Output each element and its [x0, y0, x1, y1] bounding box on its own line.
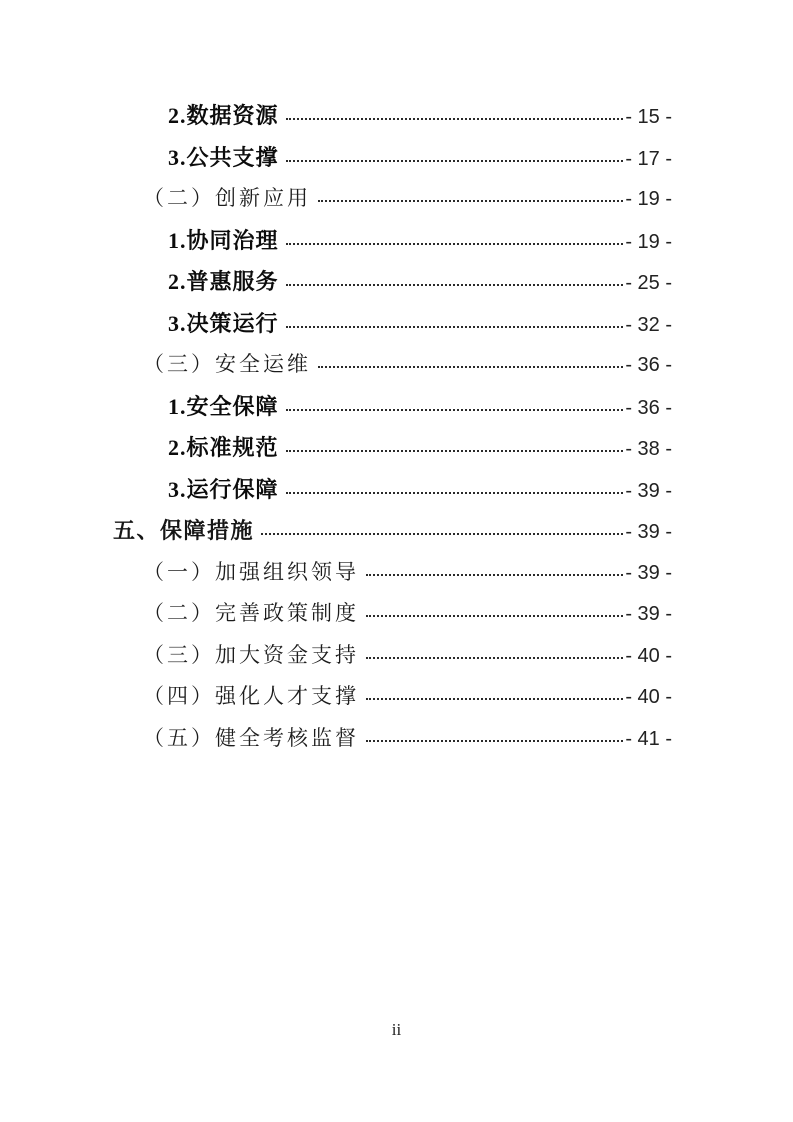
page-number-footer: ii — [391, 1020, 402, 1039]
toc-entry — [113, 220, 672, 262]
toc-entry — [113, 427, 672, 469]
toc-entry-page: - 19 - — [625, 230, 672, 253]
toc-entry-label: （二）创新应用 — [143, 186, 311, 210]
toc-entry-page: - 38 - — [625, 438, 672, 460]
dot-leader — [286, 450, 624, 452]
toc-entry-page: - 25 - — [625, 272, 672, 294]
dot-leader — [366, 698, 623, 700]
toc-entry-label: 2.数据资源 — [168, 103, 279, 128]
toc-entry-page: - 19 - — [625, 188, 672, 210]
toc-entry-label: 1.安全保障 — [168, 393, 279, 419]
toc-entry-page: - 36 - — [625, 396, 672, 419]
dot-leader — [366, 574, 623, 576]
toc-entry-label: （五）健全考核监督 — [143, 725, 359, 750]
toc-entry — [113, 344, 672, 386]
toc-entry-page: - 39 - — [625, 561, 672, 584]
dot-leader — [286, 160, 624, 162]
toc-entry — [113, 676, 672, 718]
toc-entry-label: （一）加强组织领导 — [143, 559, 359, 584]
dot-leader — [366, 740, 623, 742]
toc-entry-label: （二）完善政策制度 — [143, 601, 359, 625]
toc-entry-label: 1.协同治理 — [168, 227, 279, 253]
dot-leader — [286, 409, 624, 411]
toc-entry-page: - 39 - — [625, 479, 672, 502]
toc-entry-label: （三）加大资金支持 — [143, 642, 359, 667]
toc-entry-page: - 40 - — [625, 686, 672, 708]
toc-entry-page: - 39 - — [625, 521, 672, 543]
toc-entry-label: 2.标准规范 — [168, 435, 279, 460]
toc-entry-label: （四）强化人才支撑 — [143, 684, 359, 708]
toc-entry — [113, 303, 672, 345]
toc-entry — [113, 635, 672, 677]
toc-entry-label: 2.普惠服务 — [168, 269, 279, 294]
table-of-contents — [113, 95, 672, 759]
dot-leader — [318, 366, 623, 368]
dot-leader — [286, 284, 624, 286]
toc-entry-page: - 39 - — [625, 603, 672, 625]
toc-entry-label: 3.公共支撑 — [168, 144, 279, 170]
toc-entry-page: - 32 - — [625, 313, 672, 336]
toc-entry — [113, 386, 672, 428]
toc-entry — [113, 469, 672, 511]
toc-entry-label: 3.决策运行 — [168, 310, 279, 336]
toc-entry — [113, 261, 672, 303]
toc-entry-label: 五、保障措施 — [113, 518, 255, 543]
toc-entry — [113, 137, 672, 179]
toc-entry-label: 3.运行保障 — [168, 476, 279, 502]
toc-entry — [113, 95, 672, 137]
dot-leader — [286, 492, 624, 494]
toc-entry — [113, 552, 672, 594]
dot-leader — [261, 533, 623, 535]
toc-entry-label: （三）安全运维 — [143, 352, 311, 376]
dot-leader — [366, 657, 623, 659]
toc-entry-page: - 15 - — [625, 106, 672, 128]
dot-leader — [286, 326, 624, 328]
dot-leader — [286, 118, 624, 120]
dot-leader — [318, 200, 623, 202]
toc-entry-page: - 36 - — [625, 354, 672, 376]
dot-leader — [286, 243, 624, 245]
toc-entry-page: - 41 - — [625, 727, 672, 750]
toc-entry — [113, 718, 672, 760]
toc-entry — [113, 178, 672, 220]
dot-leader — [366, 615, 623, 617]
toc-entry-page: - 40 - — [625, 644, 672, 667]
toc-entry — [113, 593, 672, 635]
toc-entry — [113, 510, 672, 552]
toc-entry-page: - 17 - — [625, 147, 672, 170]
